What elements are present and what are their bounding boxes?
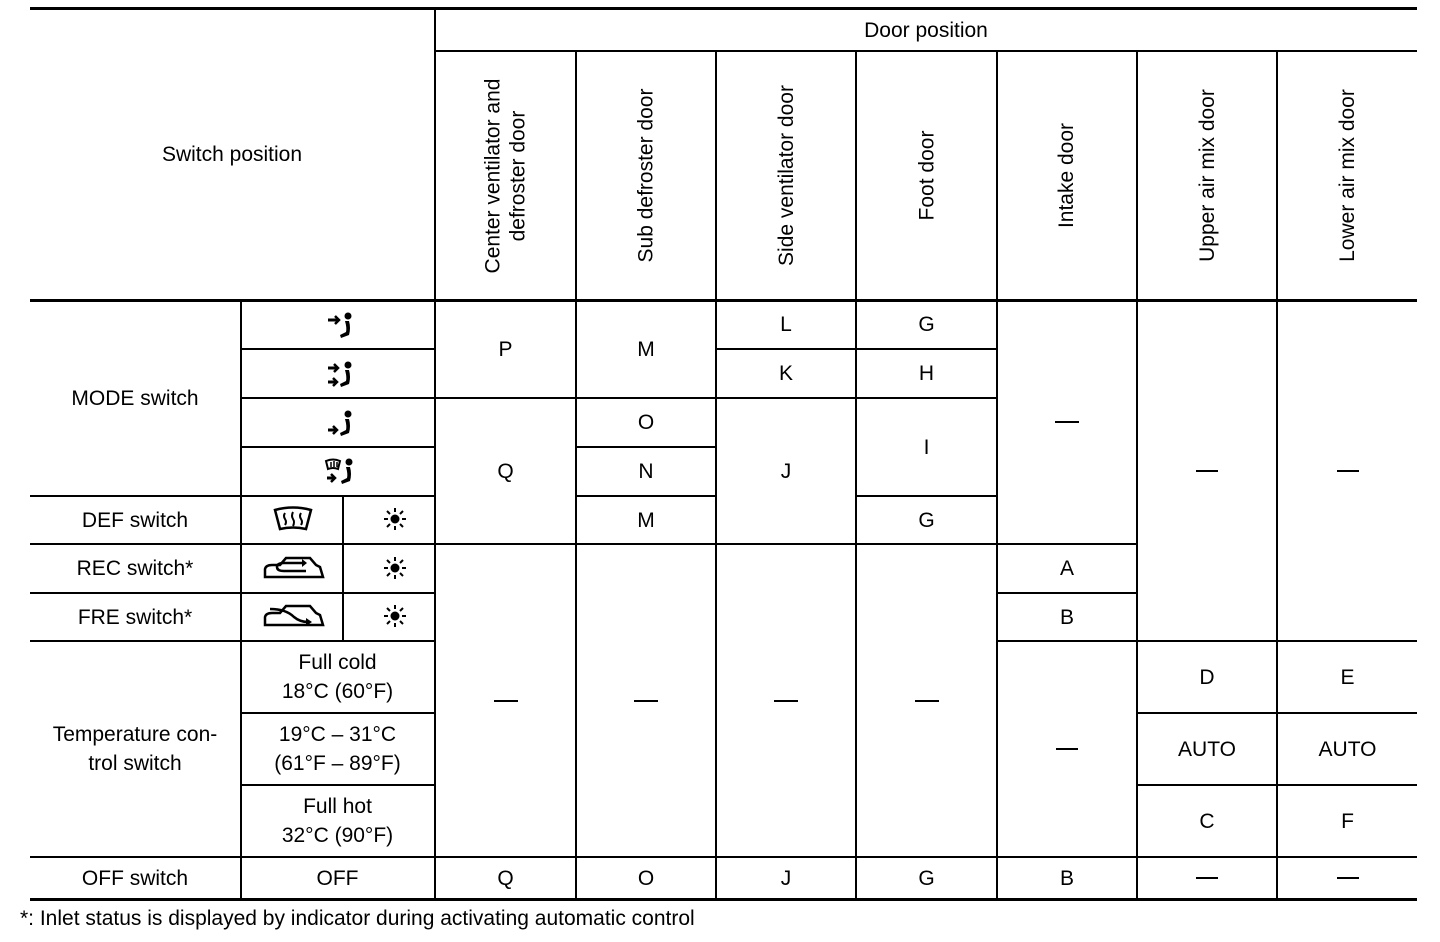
- temperature-switch-label-line: trol switch: [88, 752, 182, 775]
- off-label: OFF: [316, 866, 359, 890]
- table-cell: M: [637, 337, 655, 361]
- table-cell-dash: [717, 545, 855, 856]
- column-header-line: Foot door: [914, 130, 938, 221]
- table-cell: G: [918, 313, 935, 336]
- bilevel-mode-icon: [326, 360, 356, 388]
- dash-mark: [494, 700, 518, 702]
- table-cell: F: [1341, 809, 1354, 833]
- full-hot-line: 32°C (90°F): [281, 824, 394, 847]
- column-header-foot: [857, 52, 996, 299]
- indicator-light-icon: [383, 507, 407, 531]
- table-cell: AUTO: [1178, 737, 1236, 761]
- table-cell: I: [923, 435, 930, 459]
- vent-mode-icon: [326, 311, 356, 339]
- table-cell: G: [918, 508, 935, 532]
- table-cell: M: [637, 508, 655, 532]
- door-position-header: Door position: [864, 18, 988, 42]
- rule: [240, 446, 435, 448]
- table-cell: AUTO: [1318, 737, 1377, 761]
- table-cell-dash: [1278, 858, 1417, 898]
- mode-switch-label: MODE switch: [71, 386, 199, 410]
- table-cell-dash: [1138, 301, 1276, 640]
- column-header-line: Sub defroster door: [634, 88, 658, 263]
- table-cell: J: [780, 866, 792, 890]
- column-header-side-ventilator: [717, 52, 855, 299]
- def-switch-label: DEF switch: [81, 508, 189, 532]
- table-cell: L: [780, 313, 792, 336]
- table-cell: Q: [497, 866, 514, 890]
- table-cell: Q: [497, 459, 514, 483]
- temperature-switch-label-line: Temperature con-: [52, 723, 218, 746]
- fresh-air-icon: [262, 603, 326, 629]
- recirculation-icon: [262, 555, 326, 581]
- column-header-lower-air-mix: [1278, 52, 1417, 299]
- full-hot-line: Full hot: [303, 795, 372, 818]
- table-cell: C: [1199, 809, 1215, 833]
- table-cell: G: [918, 866, 935, 890]
- dash-mark: [1196, 470, 1218, 472]
- table-cell: H: [918, 362, 935, 385]
- rule-bottom: [30, 898, 1417, 901]
- full-cold-line: 18°C (60°F): [281, 680, 394, 703]
- table-cell: N: [638, 460, 654, 483]
- off-switch-label: OFF switch: [81, 866, 189, 890]
- column-header-intake: [998, 52, 1136, 299]
- footnote: *: Inlet status is displayed by indicator during activating automatic control: [20, 907, 695, 930]
- column-header-center-ventilator: [436, 52, 575, 299]
- fre-switch-label: FRE switch*: [77, 605, 193, 629]
- dash-mark: [1337, 470, 1359, 472]
- column-header-line: Lower air mix door: [1336, 89, 1360, 262]
- switch-position-header: Switch position: [161, 143, 303, 166]
- dash-mark: [1056, 748, 1078, 750]
- mid-range-line: 19°C – 31°C: [278, 723, 397, 746]
- table-cell: O: [637, 411, 655, 434]
- mid-range-line: (61°F – 89°F): [274, 752, 401, 775]
- table-cell-dash: [998, 301, 1136, 543]
- column-header-upper-air-mix: [1138, 52, 1276, 299]
- column-header-line: Center ventilator and: [481, 78, 505, 273]
- table-cell: J: [780, 459, 792, 483]
- table-cell-dash: [436, 545, 575, 856]
- column-header-line: Side ventilator door: [774, 85, 798, 266]
- table-cell: O: [637, 866, 655, 890]
- column-header-line: defroster door: [506, 110, 530, 241]
- table-cell-dash: [857, 545, 996, 856]
- mid-range-label: [241, 714, 434, 784]
- dash-mark: [1055, 421, 1079, 423]
- dash-mark: [915, 700, 939, 702]
- table-cell: B: [1059, 605, 1074, 629]
- table-cell: B: [1059, 866, 1074, 890]
- defroster-icon: [273, 506, 313, 532]
- full-cold-label: [241, 642, 434, 712]
- rule: [240, 348, 435, 350]
- table-cell: E: [1340, 665, 1355, 689]
- indicator-light-icon: [383, 604, 407, 628]
- full-cold-line: Full cold: [298, 651, 377, 674]
- full-hot-label: [241, 786, 434, 856]
- foot-defrost-mode-icon: [324, 457, 358, 485]
- dash-mark: [634, 700, 658, 702]
- table-cell-dash: [577, 545, 715, 856]
- table-cell: D: [1199, 665, 1215, 689]
- table-cell: A: [1059, 557, 1074, 580]
- column-header-line: Upper air mix door: [1195, 89, 1219, 262]
- column-header-sub-defroster: [577, 52, 715, 299]
- table-cell-dash: [1278, 301, 1417, 640]
- column-header-line: Intake door: [1055, 122, 1079, 229]
- temperature-switch-label: [30, 642, 240, 856]
- table-cell-dash: [998, 642, 1136, 856]
- table-cell: K: [778, 362, 793, 385]
- dash-mark: [1196, 877, 1218, 879]
- dash-mark: [1337, 877, 1359, 879]
- rec-switch-label: REC switch*: [76, 557, 194, 580]
- foot-mode-icon: [326, 409, 356, 437]
- rule: [342, 495, 344, 641]
- dash-mark: [774, 700, 798, 702]
- table-cell: P: [498, 337, 513, 361]
- table-cell-dash: [1138, 858, 1276, 898]
- indicator-light-icon: [383, 556, 407, 580]
